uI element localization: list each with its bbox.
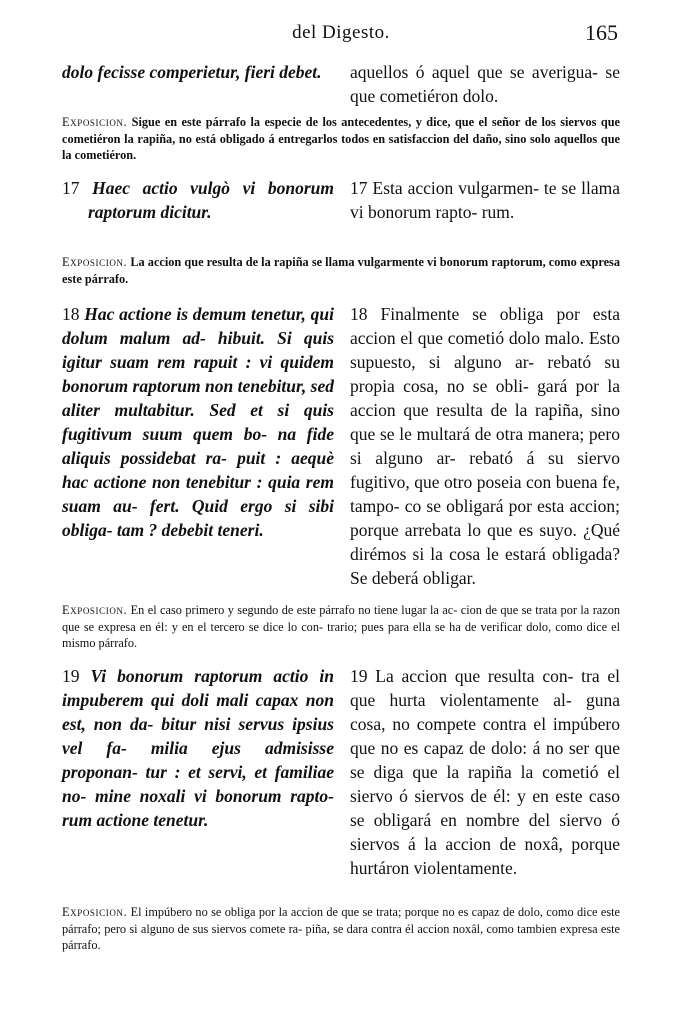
exposicion-text: El impúbero no se obliga por la accion de que se trata; porque no es capaz de dolo, como dice este párrafo; pero si alguno de sus siervos comete ra- piña, se dara contra él accion noxâl, como tambien expresa este párrafo.: [62, 905, 620, 952]
spanish-text-19: [350, 664, 620, 880]
latin-paragraph-number: 17: [62, 178, 80, 198]
exposicion-text: La accion que resulta de la rapiña se llama vulgarmente vi bonorum raptorum, como expresa este párrafo.: [62, 255, 620, 286]
exposicion-label: Exposicion.: [62, 905, 128, 919]
spanish-paragraph-number: 17: [350, 178, 368, 198]
latin-text: dolo fecisse comperietur, fieri debet.: [62, 62, 322, 82]
exposicion-label: Exposicion.: [62, 603, 128, 617]
page-number: 165: [585, 20, 618, 45]
exposicion-text: Sigue en este párrafo la especie de los antecedentes, y dice, que el señor de los siervos que cometiéron la rapiña, no está obligado á entregarlos todos en satisfaccion del daño, sino solo aquellos que la cometiéron.: [62, 115, 620, 162]
latin-paragraph-number: 18: [62, 304, 80, 324]
running-title: del Digesto.: [292, 22, 390, 43]
paragraph-16-end: [62, 60, 620, 110]
latin-text-17: [62, 176, 334, 224]
exposicion-17: [62, 254, 620, 287]
spanish-paragraph-number: 19: [350, 666, 368, 686]
exposicion-19: [62, 904, 620, 954]
exposicion-label: Exposicion.: [62, 115, 128, 129]
latin-text: Haec actio vulgò vi bonorum raptorum dicitur.: [88, 178, 334, 222]
latin-text: Vi bonorum raptorum actio in impuberem qui doli mali capax non est, non da- bitur nisi servus ipsius vel fa- milia ejus admisisse proponan- tur : et servi, et familiae no- mine noxali vi bonorum rapto- rum actione tenetur.: [62, 666, 335, 830]
paragraph-17: [62, 176, 620, 248]
spanish-text: Esta accion vulgarmen- te se llama vi bonorum rapto- rum.: [350, 178, 620, 222]
latin-text-19: [62, 664, 334, 832]
spanish-text-18: [350, 302, 620, 590]
latin-paragraph-number: 19: [62, 666, 80, 686]
spanish-text: Finalmente se obliga por esta accion el que cometió dolo malo. Esto supuesto, si alguno ar- rebató su propia cosa, no se obli- gará por la accion que resulta de la rapiña, sino que se le multará de otra manera; pero si alguno ar- rebató á su siervo fugitivo, que otro poseia con buena fe, tampo- co se obligará por esta accion; porque arrebata lo que es suyo. ¿Qué dirémos si la cosa le estará obligada? Se deberá obligar.: [350, 304, 620, 588]
exposicion-16: [62, 114, 620, 164]
exposicion-text: En el caso primero y segundo de este párrafo no tiene lugar la ac- cion de que se trata por la razon que se expresa en él: y en el tercero se dice lo con- trario; pues para ella se ha de verificar dolo, como dice el mismo párrafo.: [62, 603, 620, 650]
spanish-text: aquellos ó aquel que se averigua- se que cometiéron dolo.: [350, 62, 620, 106]
paragraph-18: [62, 302, 620, 592]
exposicion-18: [62, 602, 620, 652]
spanish-text: La accion que resulta con- tra el que hurta violentamente al- guna cosa, no compete contra el impúbero que no es capaz de dolo: á no ser que se diga que la rapiña la cometió el siervo ó siervos de él: y en este caso se obligará en nombre del siervo ó siervos á la accion de noxâ, porque hurtáron violentamente.: [350, 666, 621, 878]
paragraph-19: [62, 664, 620, 894]
spanish-text-17: [350, 176, 620, 224]
exposicion-label: Exposicion.: [62, 255, 128, 269]
latin-text-18: [62, 302, 334, 542]
spanish-paragraph-number: 18: [350, 304, 368, 324]
latin-text: Hac actione is demum tenetur, qui dolum malum ad- hibuit. Si quis igitur suam rem rapuit : vi quidem bonorum raptorum non tenebitur, sed aliter multabitur. Sed et si quis fugitivum suum quem bo- na fide aliquis possidebat ra- puit : aequè hac actione non tenebitur : quia rem suam au- fert. Quid ergo si sibi obliga- tam ? debebit teneri.: [62, 304, 335, 540]
